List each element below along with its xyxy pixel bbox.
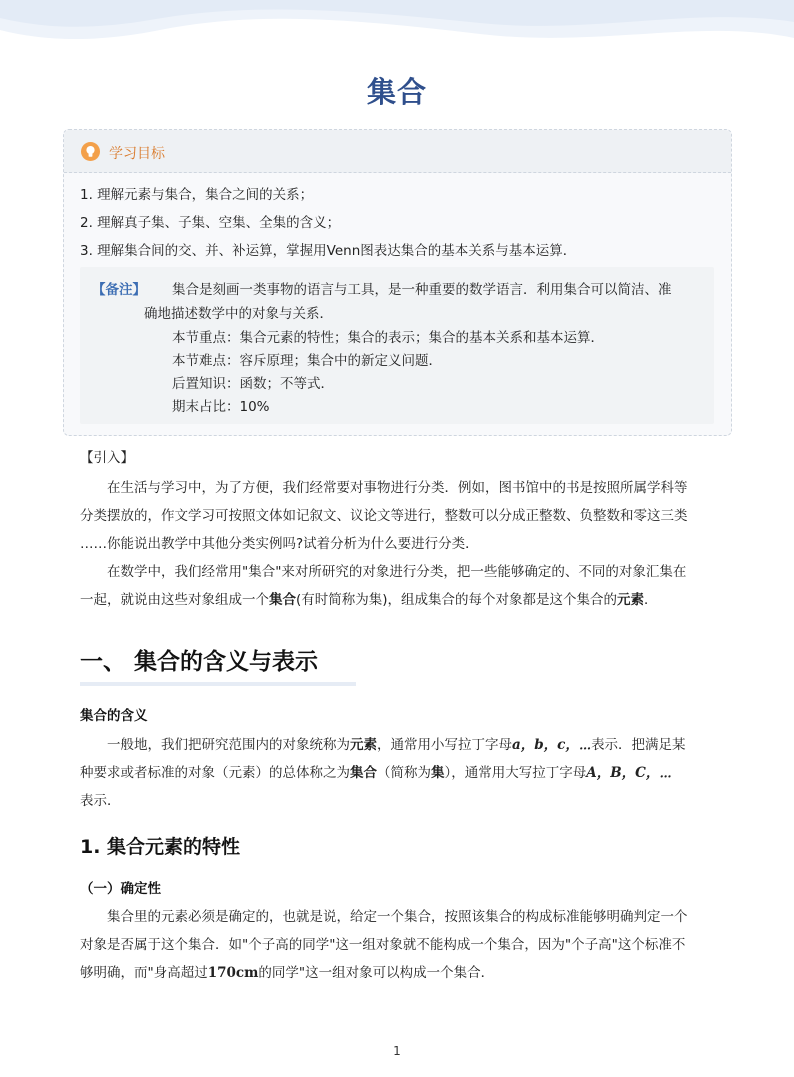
page-title: 集合 (366, 75, 427, 109)
learning-goals-label: 学习目标 (109, 146, 165, 162)
section-heading: 一、 集合的含义与表示 (80, 649, 319, 675)
intro-paragraph-line: ……你能说出教学中其他分类实例吗?试着分析为什么要进行分类． (80, 536, 479, 552)
section-heading-underline (80, 682, 356, 686)
note-key-point: 本节重点：集合元素的特性；集合的表示；集合的基本关系和基本运算． (172, 330, 604, 346)
intro-paragraph-line: 在数学中，我们经常用"集合"来对所研究的对象进行分类，把一些能够确定的、不同的对象汇集在 (107, 564, 687, 580)
text-run: 够明确，而"身高超过 (80, 965, 208, 981)
text-run: 的同学"这一组对象可以构成一个集合． (258, 965, 495, 981)
intro-paragraph-line (80, 588, 658, 608)
text-run: 种要求或者标准的对象（元素）的总体称之为 (80, 765, 350, 781)
text-run: （简称为 (377, 765, 431, 781)
term-element: 元素 (350, 737, 377, 753)
lightbulb-icon (81, 142, 100, 161)
height-value: 170cm (207, 965, 259, 981)
body-line (80, 761, 672, 781)
intro-paragraph-line: 分类摆放的，作文学习可按照文体如记叙文、议论文等进行，整数可以分成正整数、负整数和零这三类 (80, 508, 688, 524)
goal-item: 1. 理解元素与集合，集合之间的关系； (80, 187, 314, 203)
goal-item: 3. 理解集合间的交、并、补运算，掌握用Venn图表达集合的基本关系与基本运算． (80, 243, 577, 259)
term-element: 元素 (617, 592, 645, 608)
term-set: 集合 (269, 592, 296, 608)
intro-paragraph-line: 在生活与学习中，为了方便，我们经常要对事物进行分类．例如，图书馆中的书是按照所属学科等 (107, 480, 688, 496)
text-run: 一起，就说由这些对象组成一个 (80, 592, 269, 608)
subsection-heading: 1. 集合元素的特性 (80, 836, 241, 858)
goal-item: 2. 理解真子集、子集、空集、全集的含义； (80, 215, 341, 231)
note-tag: 【备注】 (92, 282, 146, 298)
note-exam-ratio: 期末占比：10% (172, 399, 270, 415)
math-letters: A，B，C，⋯ (586, 765, 672, 781)
note-text-line: 集合是刻画一类事物的语言与工具，是一种重要的数学语言．利用集合可以简洁、准 (172, 282, 672, 298)
term-set-short: 集 (431, 765, 445, 781)
property-title: （一）确定性 (80, 881, 161, 897)
subsection-title: 集合的含义 (80, 708, 148, 724)
text-run: ． (644, 592, 658, 608)
intro-tag: 【引入】 (80, 450, 134, 466)
body-line: 集合里的元素必须是确定的，也就是说，给定一个集合，按照该集合的构成标准能够明确判定一个 (107, 909, 688, 925)
body-line: 表示． (80, 793, 121, 809)
text-run: ），通常用大写拉丁字母 (444, 765, 587, 781)
text-run: 表示．把满足某 (591, 737, 686, 753)
page-number: 1 (393, 1044, 401, 1058)
note-difficulty: 本节难点：容斥原理；集合中的新定义问题． (172, 353, 442, 369)
text-run: 一般地，我们把研究范围内的对象统称为 (107, 737, 350, 753)
note-text-line: 确地描述数学中的对象与关系． (144, 306, 333, 322)
term-set: 集合 (350, 765, 377, 781)
body-line: 对象是否属于这个集合．如"个子高的同学"这一组对象就不能构成一个集合，因为"个子高"这个标准不 (80, 937, 686, 953)
learning-goals-header (64, 130, 731, 173)
body-line (107, 733, 686, 753)
note-box (80, 267, 714, 424)
text-run: (有时简称为集)，组成集合的每个对象都是这个集合的 (296, 592, 618, 608)
text-run: ，通常用小写拉丁字母 (377, 737, 512, 753)
header-wave-decoration (0, 0, 794, 60)
learning-goals-box (63, 129, 732, 436)
note-follow-up: 后置知识：函数；不等式． (172, 376, 334, 392)
math-letters: a，b，c，⋯ (512, 737, 592, 753)
body-line (80, 961, 494, 981)
